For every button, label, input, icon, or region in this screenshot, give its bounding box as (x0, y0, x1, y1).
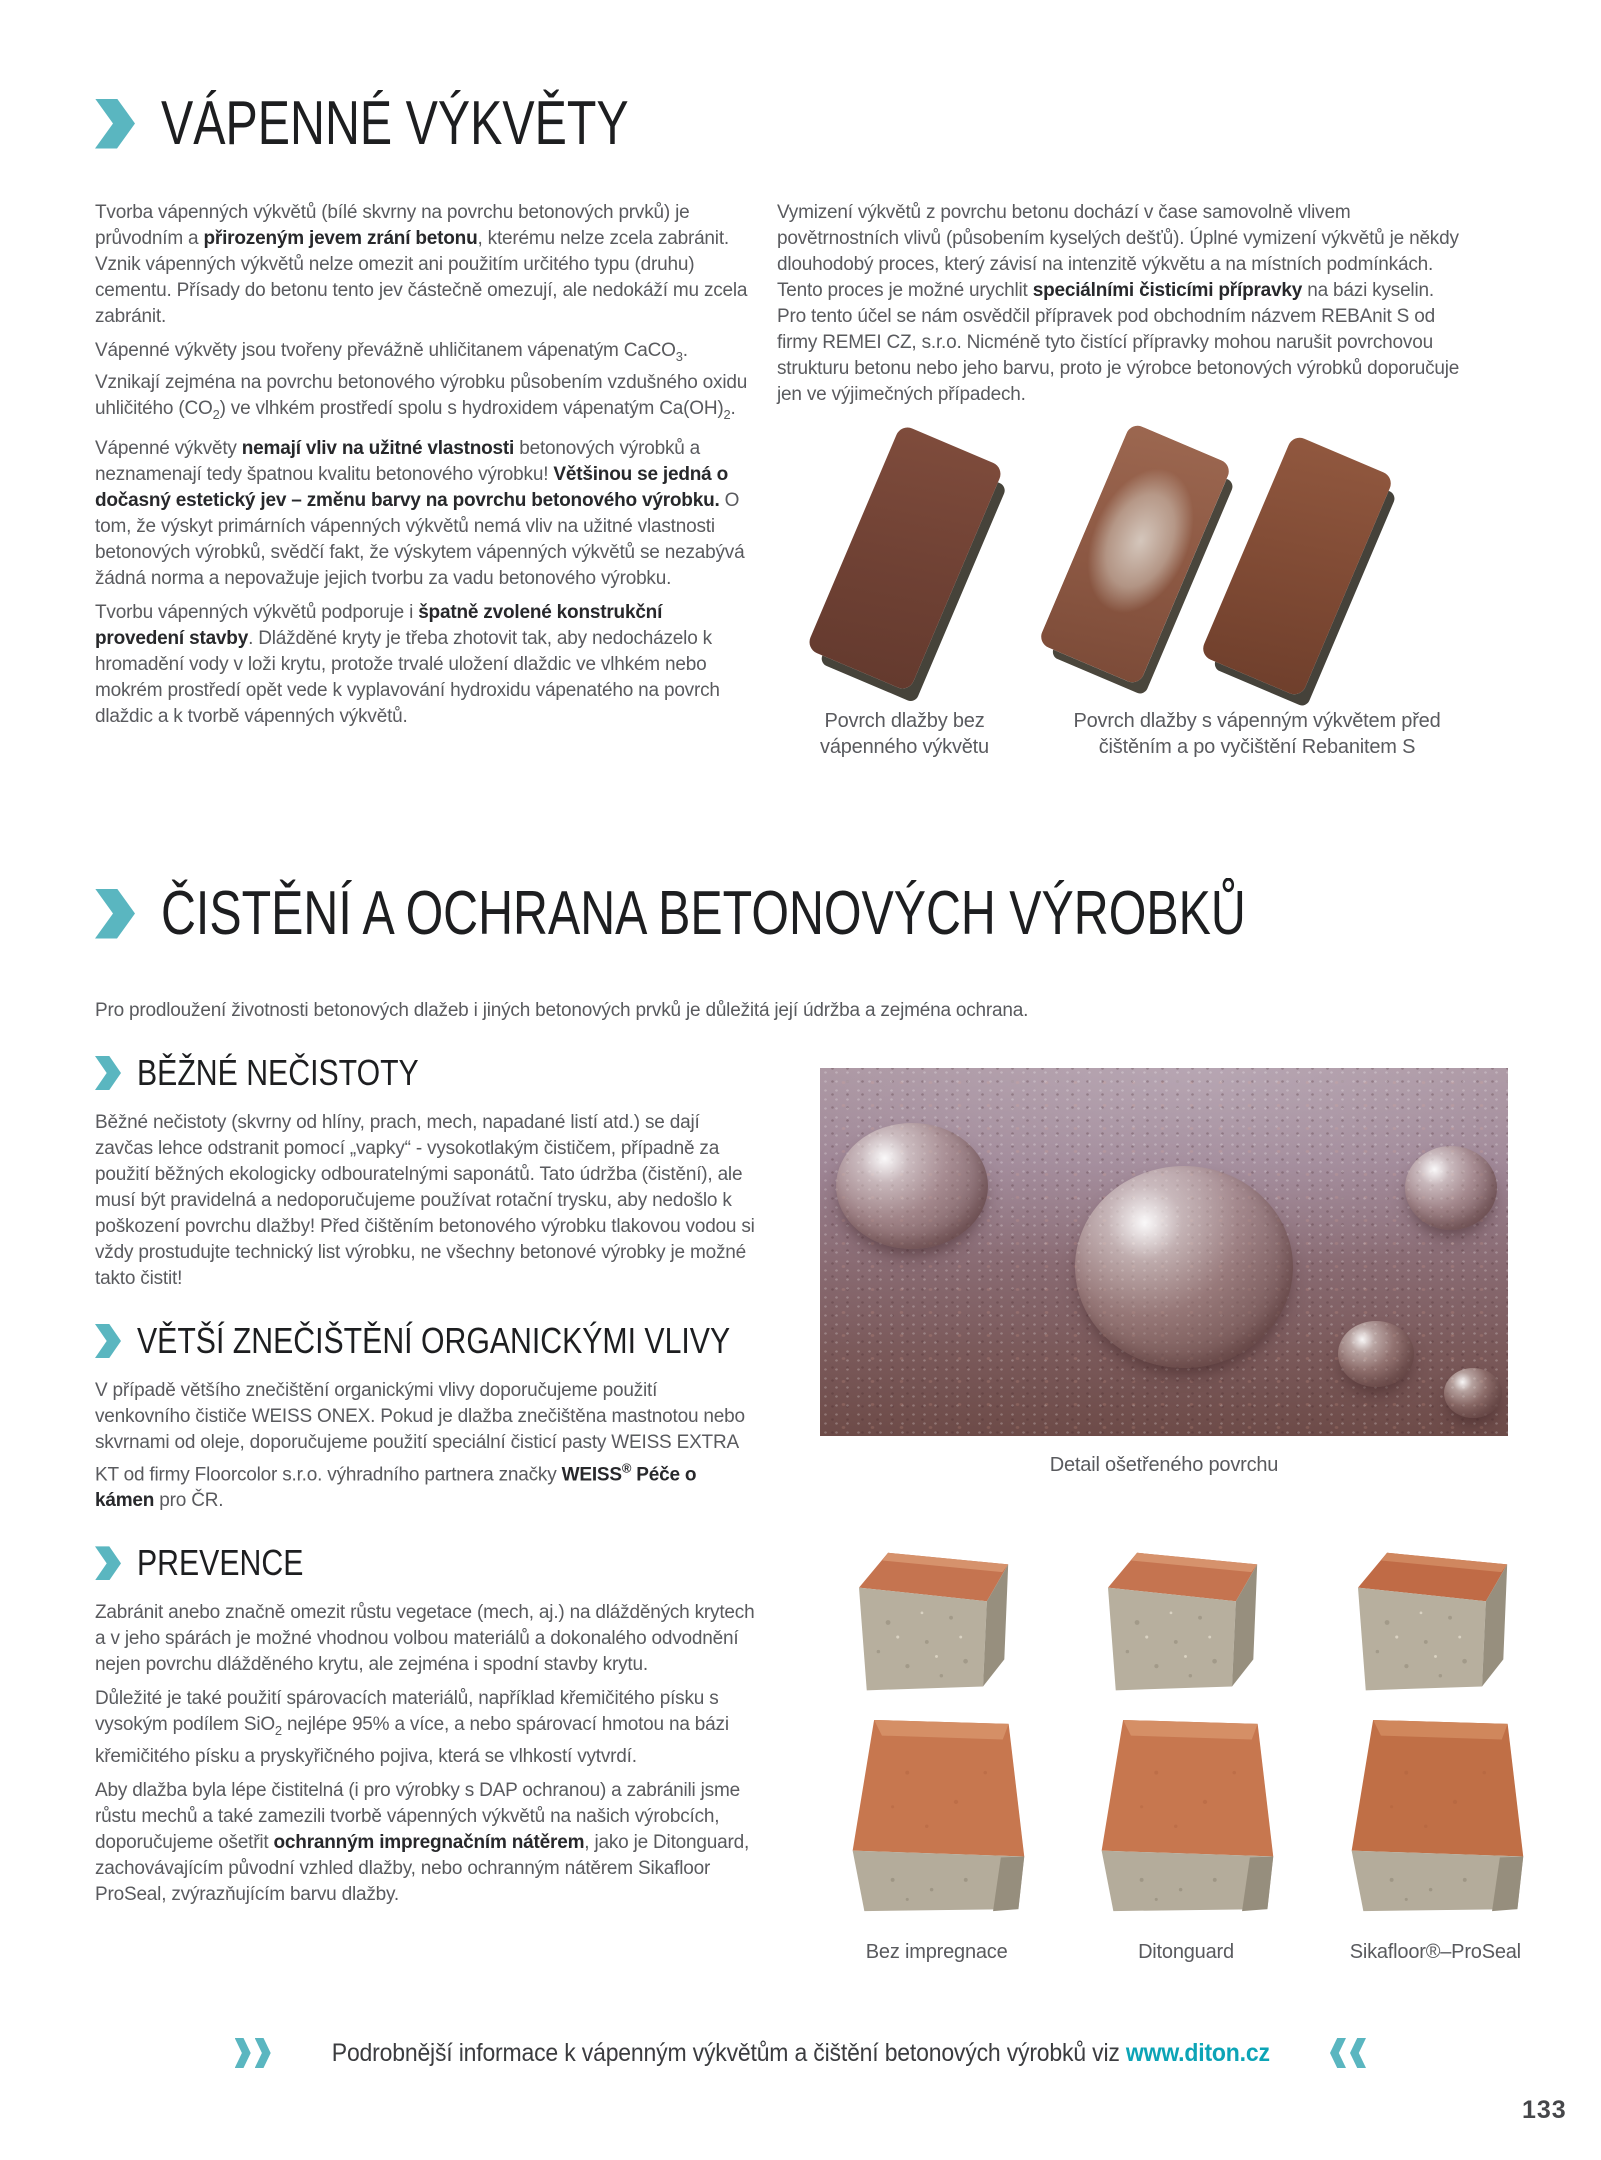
subsection-title: PREVENCE (137, 1542, 304, 1584)
paver-cube-image (839, 1545, 1034, 1700)
water-droplet (1405, 1146, 1497, 1230)
paver-cube-image (1338, 1545, 1533, 1700)
paragraph: Tvorba vápenných výkvětů (bílé skvrny na povrchu betonových prvků) je průvodním a přirozeným jevem zrání betonu, kterému nelze zcela zabránit. Vznik vápenných výkvětů nelze omezit ani použitím určitého typu (druhu) cementu. Přísady do betonu tento jev částečně omezují, ale nedokáží mu zcela zabránit. (95, 202, 748, 327)
brick-image (806, 424, 1004, 692)
subsection-heading-common-dirt (95, 1052, 755, 1094)
section-efflorescence-heading (95, 88, 761, 159)
chevron-right-icon (95, 99, 135, 149)
chevron-left-icon (1350, 2038, 1366, 2068)
brick-photo-pair (1052, 426, 1462, 708)
paragraph: Běžné nečistoty (skvrny od hlíny, prach, mech, napadané listí atd.) se dají zavčas lehce odstranit pomocí „vapky“ - vysokotlakým čističem, případně za použití běžných ekologicky odbouratelnými saponátů. Tato údržba (čistění), ale musí být pravidelná a nedoporučujeme používat rotační trysku, aby nedošlo k poškození povrchu dlažby! Před čištěním betonového výrobku tlakovou vodou si vždy prostudujte technický list výrobku, ne všechny betonové výrobky je možné takto čistit! (95, 1112, 755, 1289)
diton-website-link[interactable]: www.diton.cz (1125, 2038, 1270, 2067)
efflorescence-column-right (777, 200, 1467, 760)
chevron-right-icon (255, 2038, 271, 2068)
paragraph: Zabránit anebo značně omezit růstu vegetace (mech, aj.) na dlážděných krytech a v jeho spárách je možné vhodnou volbou materiálů a dokonalého odvodnění nejen povrchu dlážděného krytu, ale zejména i spodní stavby krytu. (95, 1602, 755, 1676)
paver-cube-image (1088, 1545, 1283, 1700)
paragraph: Vápenné výkvěty jsou tvořeny převážně uhličitanem vápenatým CaCO$_3$. Vznikají zejména na povrchu betonového výrobku působením vzdušného oxidu uhličitého $(CO_2)$ ve vlhkém prostředí spolu s hydroxidem vápenatým $Ca(OH)_2$. (95, 340, 748, 422)
paver-comparison-grid (815, 1545, 1557, 1965)
paver-caption: Sikafloor®–ProSeal (1349, 1941, 1521, 1963)
figure-caption: Povrch dlažby bez vápenného výkvětu (820, 710, 989, 758)
chevron-right-icon (95, 1546, 121, 1580)
brick-figures-row (777, 426, 1467, 760)
subsection-heading-organic (95, 1320, 755, 1362)
chevron-right-icon (95, 1324, 121, 1358)
paragraph: V případě většího znečištění organickými vlivy doporučujeme použití venkovního čističe WEISS ONEX. Pokud je dlažba znečištěna mastnotou nebo skvrnami od oleje, doporučujeme použití speciální čisticí pasty WEISS EXTRA KT od firmy Floorcolor s.r.o. výhradního partnera značky WEISS® Péče o kámen pro ČR. (95, 1380, 745, 1512)
photo-caption: Detail ošetřeného povrchu (1049, 1454, 1279, 1476)
footer-note (0, 2038, 1601, 2068)
double-chevron-left-icon (1330, 2038, 1366, 2068)
subsection-title: VĚTŠÍ ZNEČIŠTĚNÍ ORGANICKÝMI VLIVY (137, 1320, 731, 1361)
treated-surface-photo (820, 1068, 1508, 1436)
section-title: ČISTĚNÍ A OCHRANA BETONOVÝCH VÝROBKŮ (161, 879, 1246, 948)
figure-paving-without-efflorescence (777, 426, 1032, 760)
section-intro: Pro prodloužení životnosti betonových dlažeb i jiných betonových prvků je důležitá její údržba a zejména ochrana. (95, 1000, 1029, 1021)
water-droplet (836, 1123, 988, 1249)
efflorescence-columns (95, 200, 1507, 760)
paragraph: Důležité je také použití spárovacích materiálů, například křemičitého písku s vysokým podílem SiO$_2$ nejlépe 95% a více, a nebo spárovací hmotou na bázi křemičitého písku a pryskyřičného pojiva, která se vlhkostí vytvrdí. (95, 1688, 729, 1768)
chevron-right-icon (95, 1056, 121, 1090)
paver-flat-image (839, 1714, 1034, 1919)
water-droplet (1444, 1368, 1502, 1418)
water-droplet (1338, 1321, 1414, 1387)
brick-photo-single (777, 426, 1032, 708)
paver-flat-image (1338, 1714, 1533, 1919)
figure-paving-with-efflorescence (1052, 426, 1462, 760)
paver-flat-image (1088, 1714, 1283, 1919)
paver-caption: Bez impregnace (865, 1941, 1008, 1963)
paver-caption: Ditonguard (1138, 1941, 1234, 1963)
paragraph: Vápenné výkvěty nemají vliv na užitné vlastnosti betonových výrobků a neznamenají tedy špatnou kvalitu betonového výrobku! Většinou se jedná o dočasný estetický jev – změnu barvy na povrchu betonového výrobku. O tom, že výskyt primárních vápenných výkvětů nemá vliv na užitné vlastnosti betonových výrobků, svědčí fakt, že výskytem vápenných výkvětů se nezabývá žádná norma a nepovažuje jejich tvorbu za vadu betonového výrobku. (95, 437, 745, 589)
water-droplet (1075, 1166, 1293, 1368)
footer-text: Podrobnější informace k vápenným výkvětům a čištění betonových výrobků viz www.diton.cz (331, 2038, 1270, 2067)
efflorescence-column-left (95, 200, 755, 760)
paragraph: Aby dlažba byla lépe čistitelná (i pro výrobky s DAP ochranou) a zabránili jsme růstu mechů a také zamezili tvorbě vápenných výkvětů na našich výrobcích, doporučujeme ošetřit ochranným impregnačním nátěrem, jako je Ditonguard, zachovávajícím původní vzhled dlažby, nebo ochranným nátěrem Sikafloor ProSeal, zvýrazňujícím barvu dlažby. (95, 1780, 750, 1906)
page-number: 133 (1522, 2096, 1567, 2124)
paragraph: Vymizení výkvětů z povrchu betonu dochází v čase samovolně vlivem povětrnostních vlivů (působením kyselých dešťů). Úplné vymizení výkvětů je někdy dlouhodobý proces, který závisí na intenzitě výkvětu a na místních podmínkách. Tento proces je možné urychlit speciálními čisticími přípravky na bázi kyselin. Pro tento účel se nám osvědčil přípravek pod obchodním názvem REBAnit S od firmy REMEI CZ, s.r.o. Nicméně tyto čistící přípravky mohou narušit povrchovou strukturu betonu nebo jeho barvu, proto je výrobce betonových výrobků doporučuje jen ve výjimečných případech. (777, 202, 1460, 405)
double-chevron-right-icon (235, 2038, 271, 2068)
chevron-right-icon (95, 889, 135, 939)
section-title: VÁPENNÉ VÝKVĚTY (161, 89, 629, 158)
section-cleaning-heading (95, 878, 1552, 949)
chevron-left-icon (1330, 2038, 1346, 2068)
paragraph: Tvorbu vápenných výkvětů podporuje i špatně zvolené konstrukční provedení stavby. Dlážděné kryty je třeba zhotovit tak, aby nedocházelo k hromadění vody v loži krytu, protože trvalé uložení dlaždic ve vlhkém nebo mokrém prostředí opět vede k vyplavování hydroxidu vápenatého na povrch dlaždic a k tvorbě vápenných výkvětů. (95, 601, 720, 727)
chevron-right-icon (235, 2038, 251, 2068)
cleaning-column-left (95, 1052, 755, 1916)
figure-caption: Povrch dlažby s vápenným výkvětem před čištěním a po vyčištění Rebanitem S (1073, 710, 1441, 758)
subsection-heading-prevention (95, 1542, 755, 1584)
subsection-title: BĚŽNÉ NEČISTOTY (137, 1052, 419, 1093)
